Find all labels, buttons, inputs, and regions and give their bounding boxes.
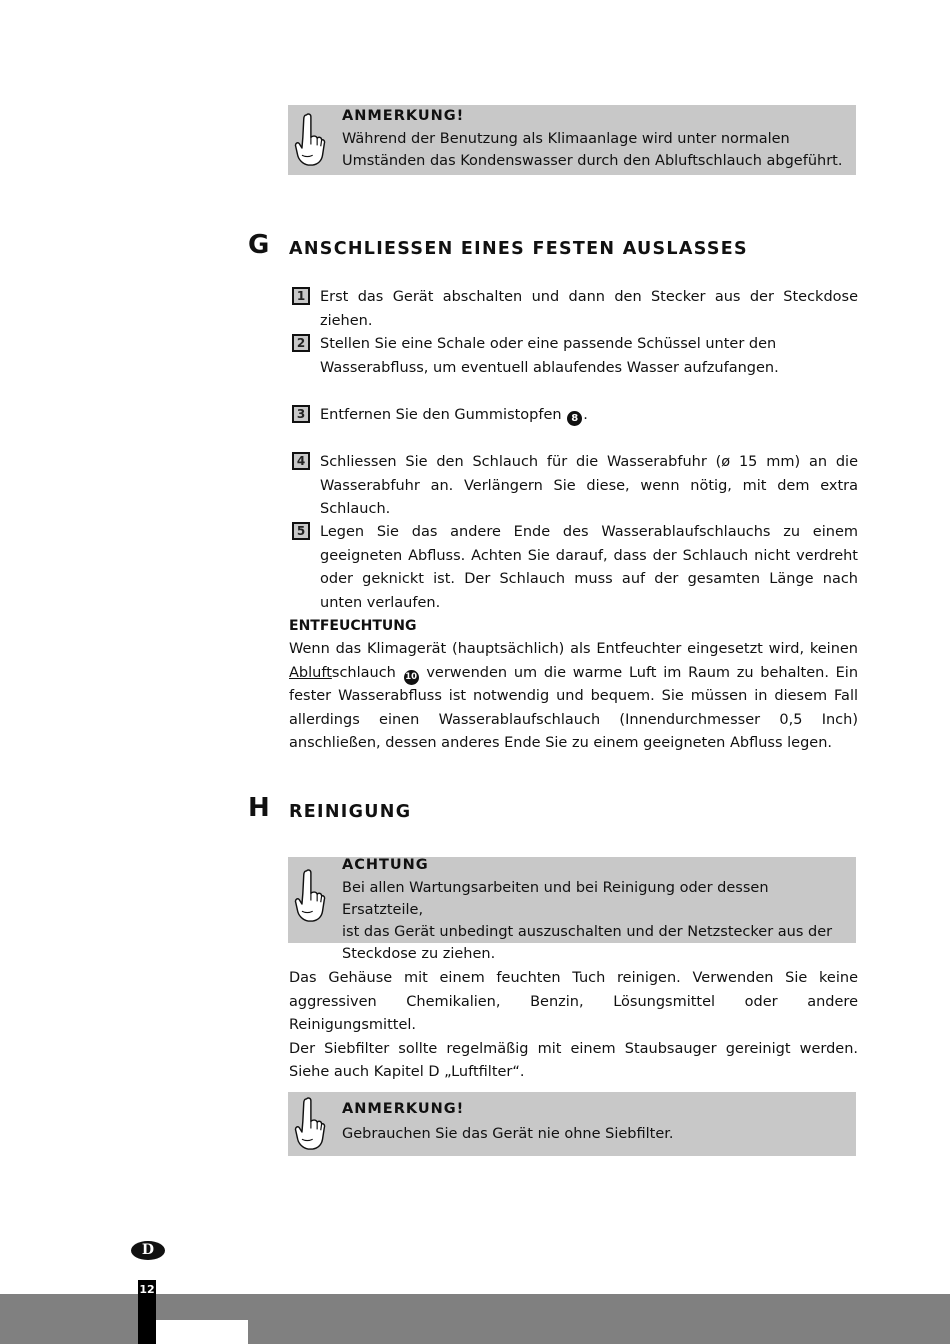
note-line: Während der Benutzung als Klimaanlage wird unter normalen	[342, 131, 790, 147]
note-line: Umständen das Kondenswasser durch den Abluftschlauch abgeführt.	[342, 153, 843, 169]
paragraph-cleaning	[289, 967, 858, 1085]
paragraph-cleaning-2: Der Siebfilter sollte regelmäßig mit einem Staubsauger gereinigt werden. Siehe auch Kapitel D „Luftfilter“.	[289, 1040, 858, 1080]
section-title-h: REINIGUNG	[289, 802, 412, 822]
note-title: ANMERKUNG!	[342, 1101, 465, 1117]
step-text: Schliessen Sie den Schlauch für die Wasserabfuhr (ø 15 mm) an die Wasserabfuhr an. Verlängern Sie diese, wenn nötig, mit dem extra Schlauch.	[320, 454, 858, 517]
reference-number-8: 8	[567, 411, 582, 426]
paragraph-cleaning-1: Das Gehäuse mit einem feuchten Tuch reinigen. Verwenden Sie keine aggressiven Chemikalien, Benzin, Lösungsmittel oder andere Reinigungsmittel.	[289, 970, 858, 1033]
underlined-word: Abluft	[289, 664, 332, 681]
note-box-filter	[288, 1092, 856, 1156]
warning-line: ist das Gerät unbedingt auszuschalten und der Netzstecker aus der	[342, 924, 833, 940]
subheading-dehumidification: ENTFEUCHTUNG	[289, 618, 417, 634]
step-number: 5	[292, 522, 310, 540]
step-number: 4	[292, 452, 310, 470]
note-box-condensate	[288, 105, 856, 175]
page-number: 12	[139, 1283, 155, 1296]
step-text: Stellen Sie eine Schale oder eine passende Schüssel unter den Wasserabfluss, um eventuell ablaufendes Wasser aufzufangen.	[320, 336, 779, 376]
language-badge: D	[131, 1241, 165, 1260]
reference-number-10: 10	[404, 670, 419, 685]
pointing-hand-icon	[293, 109, 327, 171]
step-text-part: Entfernen Sie den Gummistopfen	[320, 407, 562, 423]
step-number: 3	[292, 405, 310, 423]
warning-line: Bei allen Wartungsarbeiten und bei Reinigung oder dessen Ersatzteile,	[342, 880, 769, 918]
text-part: verwenden um die warme Luft im Raum zu behalten. Ein fester Wasserabfluss ist notwendig und bequem. Sie müssen in diesem Fall allerdings einen Wasserablaufschlauch (Innendurchmesser 0,5 Inch) anschließen, dessen anderes Ende Sie zu einem geeigneten Abfluss legen.	[289, 664, 859, 751]
note-text	[342, 128, 846, 172]
warning-title: ACHTUNG	[342, 857, 429, 873]
footer-white-block	[156, 1320, 248, 1344]
step-number: 2	[292, 334, 310, 352]
section-title-g: ANSCHLIESSEN EINES FESTEN AUSLASSES	[289, 239, 748, 259]
text-part: schlauch	[331, 664, 396, 681]
warning-line: Steckdose zu ziehen.	[342, 946, 496, 962]
paragraph-dehumidification	[289, 638, 858, 756]
step-text	[320, 404, 858, 428]
section-letter-h: H	[248, 793, 270, 823]
section-letter-g: G	[248, 230, 270, 260]
step-text-part: .	[583, 407, 588, 423]
pointing-hand-icon	[293, 865, 327, 927]
note-title: ANMERKUNG!	[342, 108, 465, 124]
pointing-hand-icon	[293, 1094, 327, 1154]
step-text: Legen Sie das andere Ende des Wasserablaufschlauchs zu einem geeigneten Abfluss. Achten Sie darauf, dass der Schlauch nicht verdreht oder geknickt ist. Der Schlauch muss auf der gesamten Länge nach unten verlaufen.	[320, 524, 858, 611]
warning-box	[288, 857, 856, 962]
text-part: Wenn das Klimagerät (hauptsächlich) als Entfeuchter eingesetzt wird, keinen	[289, 641, 858, 657]
warning-text	[342, 877, 846, 965]
step-text: Erst das Gerät abschalten und dann den Stecker aus der Steckdose ziehen.	[320, 289, 858, 329]
step-number: 1	[292, 287, 310, 305]
note-text: Gebrauchen Sie das Gerät nie ohne Siebfilter.	[342, 1126, 674, 1142]
